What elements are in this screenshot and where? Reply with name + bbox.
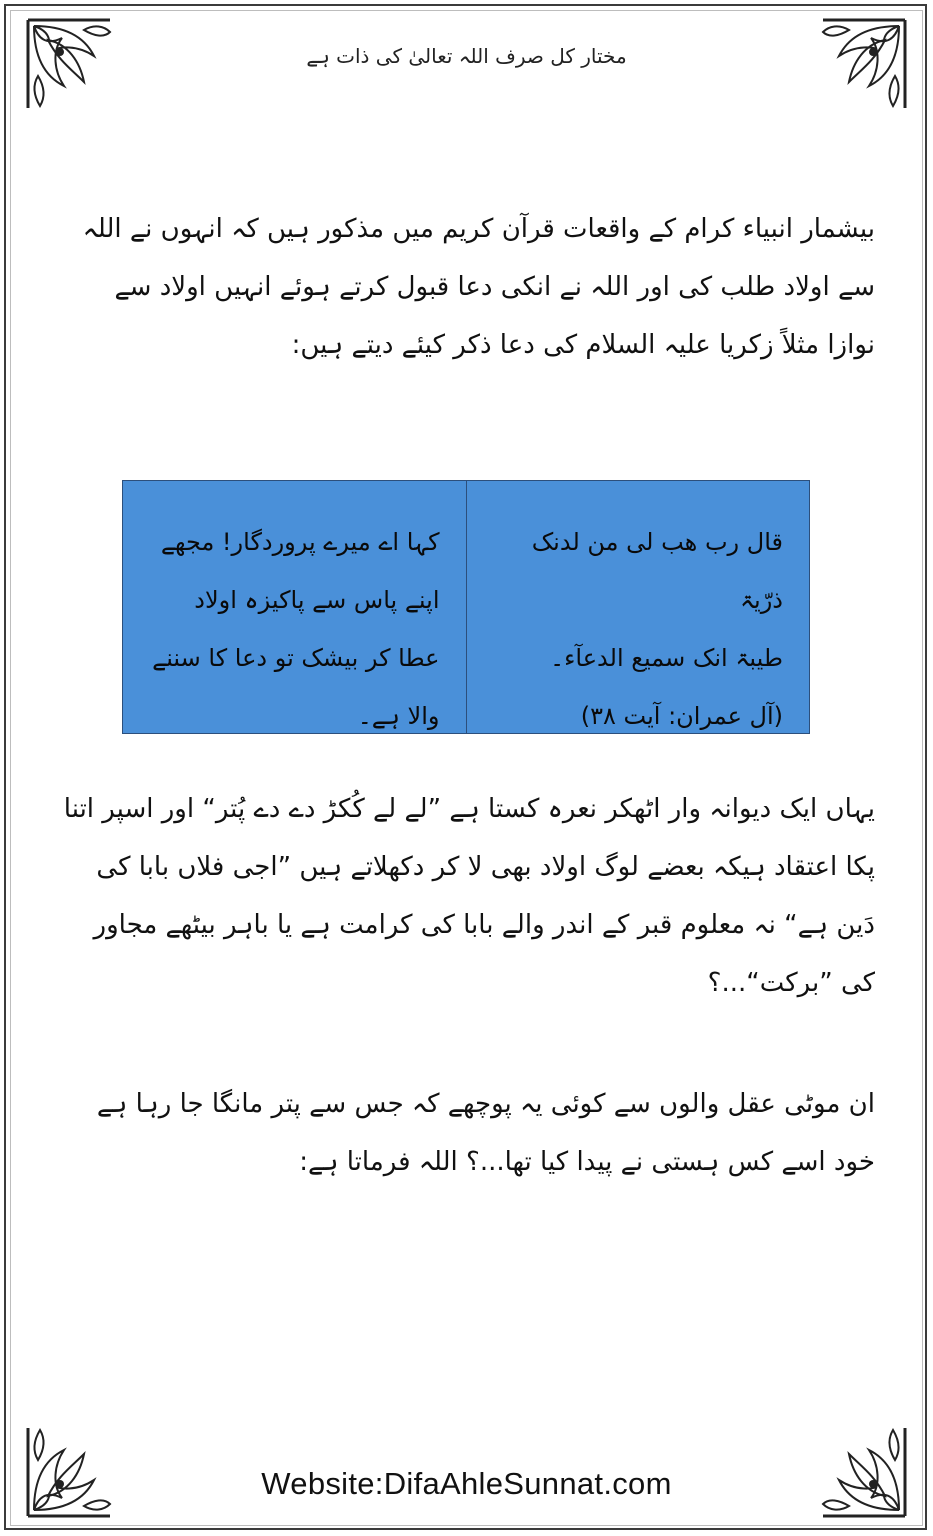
paragraph-question: ان موٹی عقل والوں سے کوئی یہ پوچھے کہ جس سے پتر مانگا جا رہا ہے خود اسے کس ہستی نے پیدا کیا تھا...؟ اللہ فرماتا ہے: [96, 1089, 875, 1177]
quote-arabic-line-2: طیبۃ انک سمیع الدعآء۔ [550, 644, 783, 672]
website-footer: Website:DifaAhleSunnat.com [261, 1466, 672, 1501]
quote-arabic-cell [466, 481, 810, 733]
paragraph-intro: بیشمار انبیاء کرام کے واقعات قرآن کریم میں مذکور ہیں کہ انہوں نے اللہ سے اولاد طلب کی اور اللہ نے انکی دعا قبول کرتے ہوئے انہیں اولاد سے نوازا مثلاً زکریا علیہ السلام کی دعا ذکر کیئے دیتے ہیں: [82, 214, 875, 360]
quote-translation-cell [123, 481, 466, 733]
corner-ornament-icon [819, 16, 909, 112]
quote-reference: (آل عمران: آیت ۳۸) [580, 702, 783, 730]
page-title: مختار کل صرف اللہ تعالیٰ کی ذات ہے [306, 44, 627, 68]
quote-box [122, 480, 810, 734]
quote-translation: کہا اے میرے پروردگار! مجھے اپنے پاس سے پاکیزہ اولاد عطا کر بیشک تو دعا کا سننے والا ہے۔ [152, 528, 440, 730]
corner-ornament-icon [24, 16, 114, 112]
quote-arabic-line-1: قال رب ھب لی من لدنک ذرّیۃ [531, 528, 783, 614]
paragraph-critique: یہاں ایک دیوانہ وار اٹھکر نعرہ کستا ہے ”لے لے کُکڑ دے دے پُتر“ اور اسپر اتنا پکا اعتقاد ہیکہ بعضے لوگ اولاد بھی لا کر دکھلاتے ہیں ”اجی فلاں بابا کی دَین ہے“ نہ معلوم قبر کے اندر والے بابا کی کرامت ہے یا باہر بیٹھے مجاور کی ”برکت“...؟ [63, 794, 875, 998]
